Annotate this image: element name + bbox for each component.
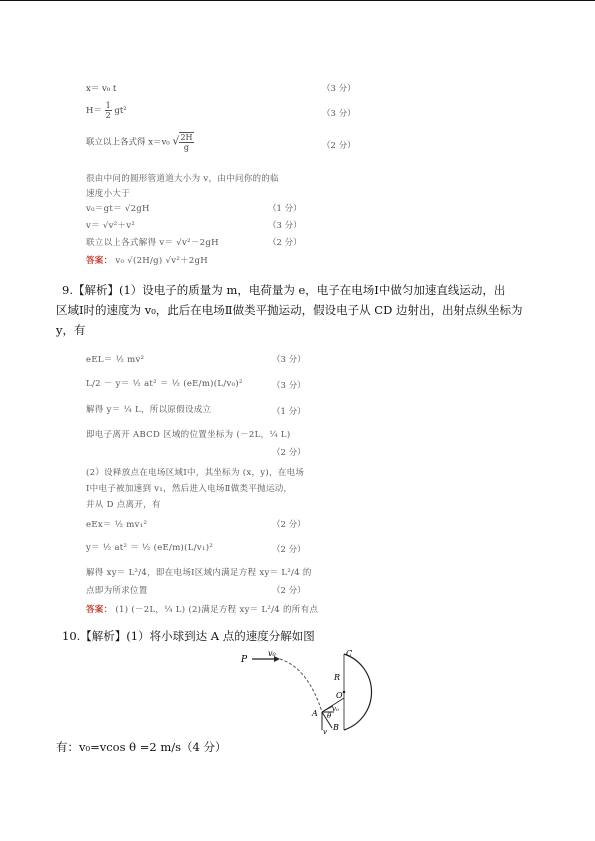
score: （1 分） [272,407,306,417]
page-top-border [0,0,595,1]
scan-line: Ⅰ中电子被加速到 v₁，然后进入电场Ⅱ做类平抛运动， [86,484,293,494]
score: （2 分） [272,586,306,596]
label-B: B [333,723,339,732]
answer-line: 答案： v₀ √(2H/g) √v²＋2gH [86,256,208,266]
label-P: P [241,655,248,665]
score: （3 分） [272,355,306,365]
scan-line: 联立以上各式解得 v＝ √v²－2gH [86,238,219,248]
label-theta: θ [327,712,332,720]
scan-line: v₀＝gt＝ √2gH [86,204,150,214]
scan-line: 并从 D 点离开，有 [86,500,161,510]
scan-line: 解得 xy＝ L²/4，即在电场Ⅰ区域内满足方程 xy＝ L²/4 的 [86,568,312,578]
label-v0-top: v₀ [268,649,276,658]
scan-line: 即电子离开 ABCD 区域的位置坐标为 (－2L，¼ L) [86,430,291,440]
scan-line: 很由中问的圆形管道道大小为 v，由中问你的的临 [86,174,279,184]
answer-line: 答案： (1) (－2L，¼ L) (2)满足方程 xy＝ L²/4 的所有点 [86,605,319,615]
label-A: A [312,709,318,718]
score: （3 分） [268,221,302,231]
q9-intro-line-1: 9.【解析】(1）设电子的质量为 m，电荷量为 e，电子在电场Ⅰ中做匀加速直线运动，出 [62,283,506,297]
label-C: C [346,649,353,658]
score-1: （3 分） [322,84,356,94]
score: （2 分） [272,545,306,555]
scan-line: 解得 y＝ ¼ L，所以原假设成立 [86,405,212,415]
label-v0: v₀ [332,705,339,713]
score: （3 分） [272,381,306,391]
scan-line: v＝ √v²＋v² [86,221,136,231]
scan-line: eEx＝ ½ mv₁² [86,520,148,530]
scan-line: (2）设释放点在电场区域Ⅰ中，其坐标为 (x，y)，在电场 [86,468,305,478]
q9-intro-line-2: 区域Ⅰ时的速度为 v₀，此后在电场Ⅱ做类平抛运动，假设电子从 CD 边射出，出射点纵坐标为 [56,303,523,317]
scan-line: eEL＝ ½ mv² [86,355,145,365]
q10-intro: 10.【解析】(1）将小球到达 A 点的速度分解如图 [62,629,315,643]
score-3: （2 分） [322,141,356,151]
q10-result: 有：v₀=vcos θ =2 m/s（4 分） [56,740,227,754]
score: （2 分） [268,238,302,248]
score: （1 分） [268,204,302,214]
label-v: v [323,728,327,734]
q9-intro-line-3: y，有 [56,323,86,337]
equation-line-1: x＝ v₀ t [86,84,117,94]
equation-line-2: H＝ $\frac{1}{2}$ gt² [86,101,127,120]
label-O: O [336,691,343,700]
score-2: （3 分） [322,109,356,119]
scan-line: 点即为所求位置 [86,586,148,596]
velocity-decomposition-figure [238,646,378,734]
score: （2 分） [272,448,306,458]
equation-line-3: 联立以上各式得 x＝v₀ √ $\frac{2H}{g}$ [86,133,193,152]
score: （2 分） [272,520,306,530]
scan-line: 速度小大于 [86,189,131,199]
scan-line: L/2 － y＝ ½ at² ＝ ½ (eE/m)(L/v₀)² [86,379,243,389]
label-R: R [334,673,341,682]
scan-line: y＝ ½ at² ＝ ½ (eE/m)(L/v₁)² [86,543,214,553]
